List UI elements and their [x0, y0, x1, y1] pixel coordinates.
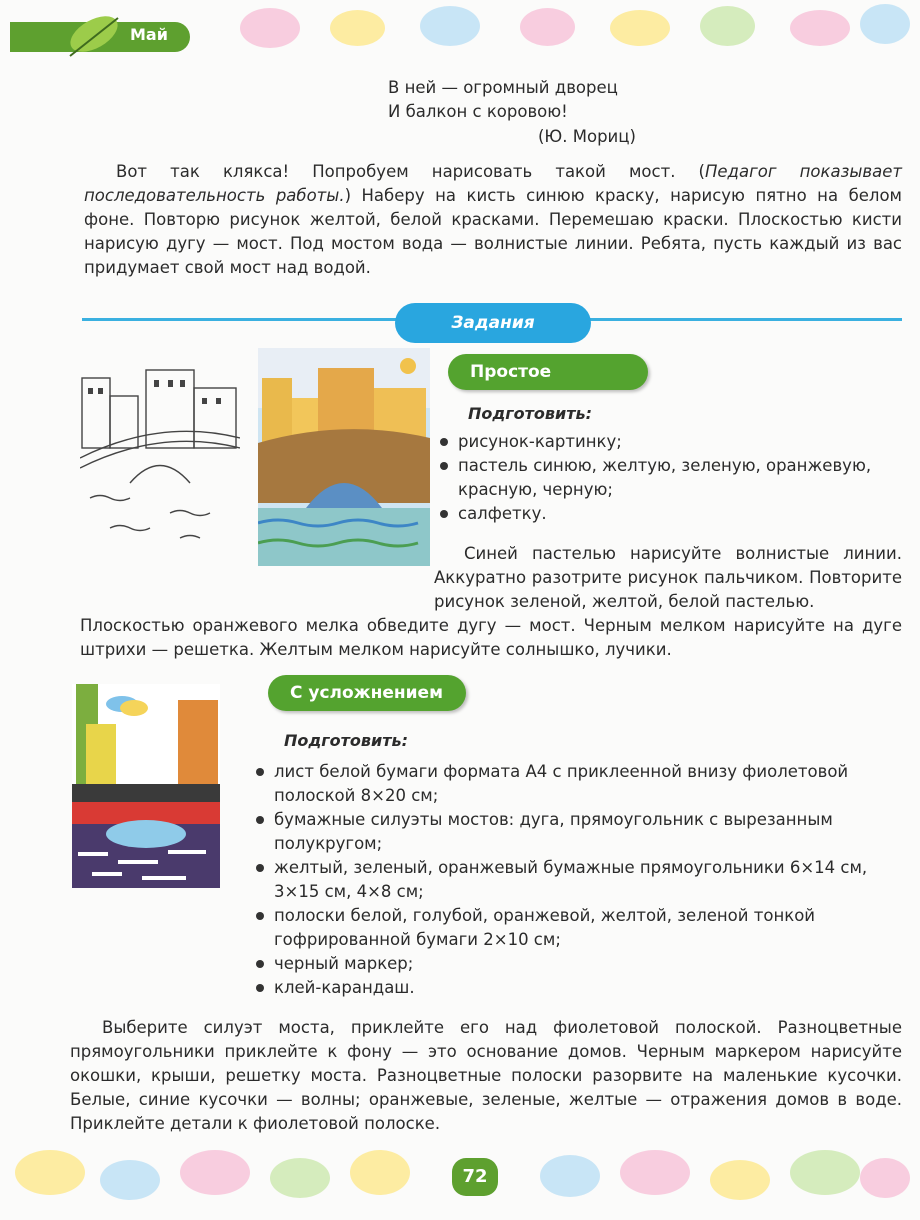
- pastel-bridge-picture: [258, 348, 430, 566]
- poem-line-1: В ней — огромный дворец: [388, 78, 618, 97]
- list-item: бумажные силуэты мостов: дуга, прямоугольник с вырезанным полукругом;: [252, 808, 902, 856]
- tasks-heading: Задания: [395, 303, 591, 343]
- bridge-outline-illustration: [80, 348, 240, 558]
- list-item: желтый, зеленый, оранжевый бумажные прямоугольники 6×14 см, 3×15 см, 4×8 см;: [252, 856, 902, 904]
- list-item: пастель синюю, желтую, зеленую, оранжевую, красную, черную;: [436, 454, 902, 502]
- simple-prepare-label: Подготовить:: [468, 404, 593, 423]
- page-number: 72: [452, 1158, 498, 1196]
- list-item: черный маркер;: [252, 952, 902, 976]
- list-item: салфетку.: [436, 502, 902, 526]
- simple-instructions-2: Плоскостью оранжевого мелка обведите дугу — мост. Черным мелком нарисуйте на дуге штрихи — решетка. Желтым мелком нарисуйте солнышко, лучики.: [80, 616, 902, 659]
- complex-task-heading: С усложнением: [268, 675, 466, 711]
- list-item: полоски белой, голубой, оранжевой, желтой, зеленой тонкой гофрированной бумаги 2×10 см;: [252, 904, 902, 952]
- list-item: рисунок-картинку;: [436, 430, 902, 454]
- intro-text-2: ) Наберу на кисть синюю краску, нарисую пятно на белом фоне. Повторю рисунок желтой, белой красками. Перемешаю краски. Плоскостью кисти нарисую дугу — мост. Под мостом вода — волнистые линии. Ребята, пусть каждый из вас придумает свой мост над водой.: [84, 186, 902, 277]
- complex-materials-list: [252, 760, 902, 1000]
- complex-instructions: Выберите силуэт моста, приклейте его над фиолетовой полоской. Разноцветные прямоугольники приклейте к фону — это основание домов. Черным маркером нарисуйте окошки, крыши, решетку моста. Разноцветные полоски разорвите на маленькие кусочки. Белые, синие кусочки — волны; оранжевые, зеленые, желтые — отражения домов в воде. Приклейте детали к фиолетовой полоске.: [70, 1018, 902, 1133]
- paper-collage-picture: [72, 684, 220, 888]
- leaf-icon: [62, 12, 122, 60]
- complex-prepare-label: Подготовить:: [284, 731, 409, 750]
- list-item: лист белой бумаги формата А4 с приклеенной внизу фиолетовой полоской 8×20 см;: [252, 760, 902, 808]
- simple-instructions-1: Синей пастелью нарисуйте волнистые линии. Аккуратно разотрите рисунок пальчиком. Повторите рисунок зеленой, желтой, белой пастелью.: [434, 544, 902, 611]
- simple-task-heading: Простое: [448, 354, 648, 390]
- poem-author: (Ю. Мориц): [538, 127, 636, 146]
- simple-materials-list: [436, 430, 902, 526]
- month-label: Май: [130, 25, 168, 44]
- intro-paragraph: [84, 160, 902, 280]
- intro-text-1: Вот так клякса! Попробуем нарисовать такой мост. (: [116, 162, 705, 181]
- intro-italic: Педагог показывает последовательность работы.: [84, 162, 902, 205]
- list-item: клей-карандаш.: [252, 976, 902, 1000]
- poem-line-2: И балкон с коровою!: [388, 102, 568, 121]
